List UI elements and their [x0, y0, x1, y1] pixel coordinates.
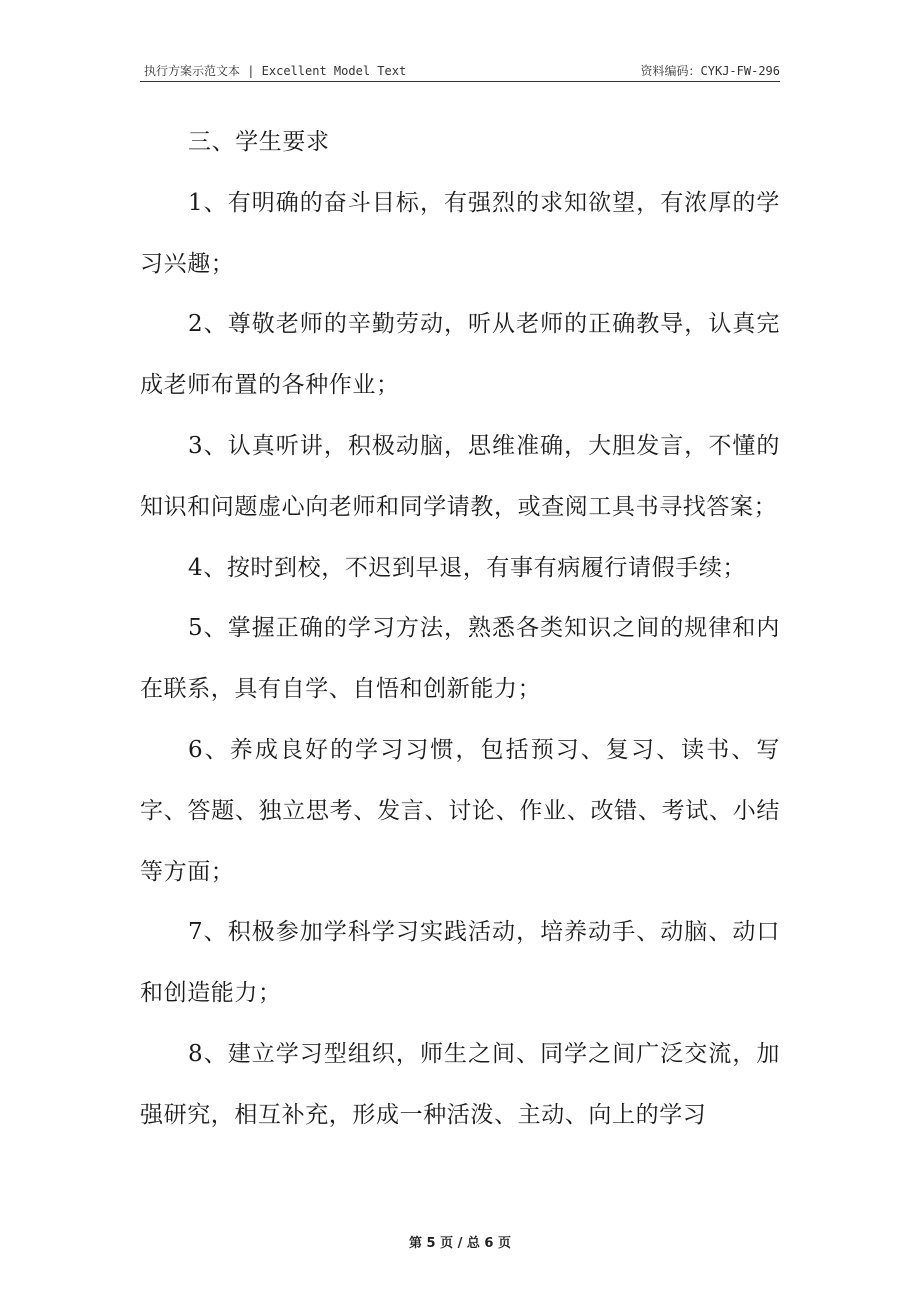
paragraph-5: 5、掌握正确的学习方法，熟悉各类知识之间的规律和内在联系，具有自学、自悟和创新能力； [140, 615, 780, 703]
page-header [140, 59, 780, 82]
paragraph-3: 3、认真听讲，积极动脑，思维准确，大胆发言，不懂的知识和问题虚心向老师和同学请教，或查阅工具书寻找答案； [140, 432, 780, 520]
section-title: 三、学生要求 [188, 129, 330, 155]
paragraph-4: 4、按时到校，不迟到早退，有事有病履行请假手续； [188, 554, 747, 581]
paragraph-7: 7、积极参加学科学习实践活动，培养动手、动脑、动口和创造能力； [140, 919, 780, 1007]
page-number: 第 5 页 / 总 6 页 [409, 1236, 511, 1251]
header-doc-code: 资料编码：CYKJ-FW-296 [640, 64, 780, 78]
paragraph-2: 2、尊敬老师的辛勤劳动，听从老师的正确教导，认真完成老师布置的各种作业； [140, 311, 780, 399]
document-body [140, 112, 780, 1146]
paragraph-8: 8、建立学习型组织，师生之间、同学之间广泛交流，加强研究，相互补充，形成一种活泼、主动、向上的学习 [140, 1040, 780, 1128]
paragraph-1: 1、有明确的奋斗目标，有强烈的求知欲望，有浓厚的学习兴趣； [140, 189, 780, 277]
paragraph-6: 6、养成良好的学习习惯，包括预习、复习、读书、写字、答题、独立思考、发言、讨论、作业、改错、考试、小结等方面； [140, 736, 780, 885]
header-doc-title: 执行方案示范文本 | Excellent Model Text [144, 64, 407, 78]
